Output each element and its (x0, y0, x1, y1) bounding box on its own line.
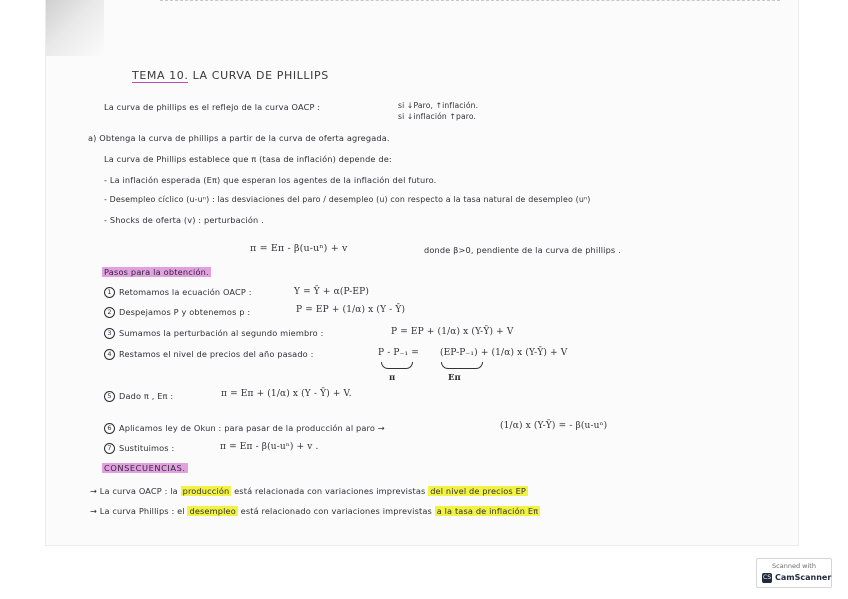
label-pi: π (389, 373, 396, 383)
step-2-text: Despejamos P y obtenemos p : (119, 307, 251, 317)
step-7-formula: π = Eπ - β(u-uⁿ) + v . (220, 442, 319, 452)
section-a-heading: a) Obtenga la curva de phillips a partir de la curva de oferta agregada. (88, 133, 390, 143)
step-1-formula: Y = Ȳ + α(P-EP) (294, 287, 369, 297)
consequence-oacp-highlight-2: del nivel de precios EP (430, 486, 526, 496)
step-4-formula-left: P - P₋₁ = (378, 348, 419, 358)
step-number-2: 2 (104, 307, 115, 318)
step-6-formula: (1/α) x (Y-Ȳ) = - β(u-uⁿ) (500, 421, 608, 431)
title-rest: LA CURVA DE PHILLIPS (188, 69, 329, 82)
step-3-text: Sumamos la perturbación al segundo miembro : (119, 328, 324, 338)
step-number-4: 4 (104, 349, 115, 360)
step-6-text: Aplicamos ley de Okun : para pasar de la producción al paro → (119, 423, 385, 433)
consequence-phillips (90, 506, 540, 516)
title-prefix: TEMA 10. (132, 69, 189, 82)
consequence-phillips-a: → La curva Phillips : el (90, 506, 188, 516)
intro-line: La curva de phillips es el reflejo de la curva OACP : (104, 102, 321, 112)
watermark-caption: Scanned with (772, 562, 816, 570)
consequence-oacp-highlight-1: producción (182, 486, 230, 496)
step-number-3: 3 (104, 328, 115, 339)
step-6 (104, 423, 385, 434)
step-5-formula: π = Eπ + (1/α) x (Y - Ȳ) + V. (221, 389, 352, 399)
steps-heading: Pasos para la obtención. (104, 267, 209, 277)
step-2 (104, 307, 250, 318)
consequence-oacp (90, 486, 528, 496)
step-3 (104, 328, 323, 339)
step-1-text: Retomamos la ecuación OACP : (119, 287, 252, 297)
consequence-phillips-c: está relacionado con variaciones imprevistas (237, 506, 435, 516)
intro-note-2: si ↓inflación ↑paro. (398, 112, 477, 121)
brace-epi (441, 362, 483, 369)
step-number-5: 5 (104, 391, 115, 402)
step-4-formula-right: (EP-P₋₁) + (1/α) x (Y-Ȳ) + V (440, 348, 568, 358)
step-4-text: Restamos el nivel de precios del año pasado : (119, 349, 314, 359)
consequences-heading: CONSECUENCIAS. (104, 463, 186, 473)
bullet-expected-inflation: - La inflación esperada (Eπ) que esperan los agentes de la inflación del futuro. (104, 175, 437, 185)
consequence-phillips-highlight-2: a la tasa de inflación Eπ (436, 506, 539, 516)
brace-pi (381, 362, 413, 369)
step-1 (104, 287, 252, 298)
top-dashed-line (160, 0, 780, 4)
step-number-1: 1 (104, 287, 115, 298)
step-2-formula: P = EP + (1/α) x (Y - Ȳ) (296, 305, 406, 315)
consequence-phillips-highlight-1: desempleo (189, 506, 236, 516)
step-5 (104, 391, 173, 402)
step-number-7: 7 (104, 443, 115, 454)
step-3-formula: P = EP + (1/α) x (Y-Ȳ) + V (391, 327, 514, 337)
consequence-oacp-c: está relacionada con variaciones imprevistas (231, 486, 429, 496)
watermark-brand: CamScanner (775, 573, 832, 582)
label-epi: Eπ (448, 373, 461, 383)
step-4 (104, 349, 314, 360)
camscanner-logo-icon: CS (763, 574, 771, 581)
intro-note-1: si ↓Paro, ↑inflación. (398, 101, 479, 110)
phillips-formula-note: donde β>0, pendiente de la curva de phillips . (424, 245, 621, 255)
bullet-supply-shocks: - Shocks de oferta (v) : perturbación . (104, 215, 264, 225)
step-7 (104, 443, 174, 454)
phillips-main-formula: π = Eπ - β(u-uⁿ) + v (250, 243, 348, 254)
camscanner-watermark (756, 558, 832, 588)
consequence-oacp-a: → La curva OACP : la (90, 486, 181, 496)
step-number-6: 6 (104, 423, 115, 434)
bullet-cyclical-unemployment: - Desempleo cíclico (u-uⁿ) : las desviaciones del paro / desempleo (u) con respecto a la tasa natural de desempleo (uⁿ) (104, 195, 591, 204)
step-7-text: Sustituimos : (119, 443, 175, 453)
page-corner-shadow (46, 0, 104, 56)
section-a-lead: La curva de Phillips establece que π (tasa de inflación) depende de: (104, 154, 392, 164)
page-title (132, 69, 329, 82)
step-5-text: Dado π , Eπ : (119, 391, 174, 401)
